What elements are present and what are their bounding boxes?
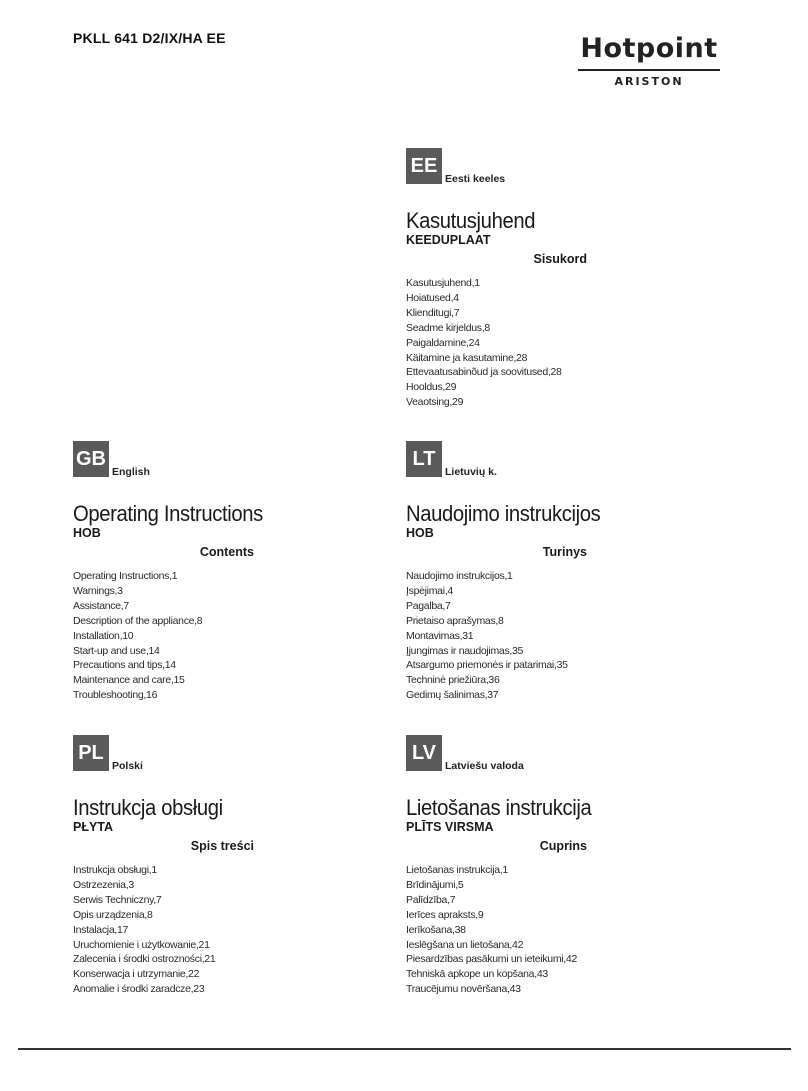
toc-item[interactable]: Assistance,7: [73, 599, 129, 612]
table-of-contents: [73, 569, 403, 703]
toc-item[interactable]: Prietaiso aprašymas,8: [406, 614, 504, 627]
toc-item[interactable]: Serwis Techniczny,7: [73, 893, 162, 906]
toc-item[interactable]: Traucējumu novēršana,43: [406, 983, 521, 996]
contents-heading: Spis treści: [190, 839, 254, 853]
toc-item[interactable]: Veaotsing,29: [406, 396, 464, 409]
appliance-type: PLĪTS VIRSMA: [406, 820, 494, 834]
toc-item[interactable]: Seadme kirjeldus,8: [406, 321, 490, 334]
toc-item[interactable]: Description of the appliance,8: [73, 614, 203, 627]
section-lt: [406, 441, 736, 703]
toc-item[interactable]: Piesardzības pasākumi un ieteikumi,42: [406, 953, 577, 966]
toc-item[interactable]: Precautions and tips,14: [73, 659, 176, 672]
toc-item[interactable]: Start-up and use,14: [73, 644, 160, 657]
toc-item[interactable]: Brīdinājumi,5: [406, 878, 464, 891]
toc-item[interactable]: Konserwacja i utrzymanie,22: [73, 968, 200, 981]
language-name: Lietuvių k.: [445, 466, 497, 478]
toc-item[interactable]: Opis urządzenia,8: [73, 908, 153, 921]
toc-item[interactable]: Įjungimas ir naudojimas,35: [406, 644, 524, 657]
language-name: English: [112, 466, 150, 478]
toc-item[interactable]: Paigaldamine,24: [406, 336, 480, 349]
toc-item[interactable]: Įspėjimai,4: [406, 584, 453, 597]
manual-title: Operating Instructions: [73, 501, 263, 526]
toc-item[interactable]: Uruchomienie i użytkowanie,21: [73, 938, 210, 951]
table-of-contents: [406, 569, 736, 703]
manual-title: Lietošanas instrukcija: [406, 795, 592, 820]
toc-item[interactable]: Ieslēgšana un lietošana,42: [406, 938, 524, 951]
toc-item[interactable]: Zalecenia i środki ostrozności,21: [73, 953, 216, 966]
toc-item[interactable]: Montavimas,31: [406, 629, 474, 642]
language-code-badge: LV: [406, 735, 442, 771]
language-header: [406, 441, 736, 481]
appliance-type: KEEDUPLAAT: [406, 233, 491, 247]
section-lv: [406, 735, 736, 997]
toc-item[interactable]: Ettevaatusabinõud ja soovitused,28: [406, 366, 562, 379]
contents-heading: Cuprins: [539, 839, 587, 853]
manual-title: Naudojimo instrukcijos: [406, 501, 601, 526]
toc-item[interactable]: Käitamine ja kasutamine,28: [406, 351, 528, 364]
model-number: PKLL 641 D2/IX/HA EE: [73, 30, 226, 46]
section-ee: [406, 148, 736, 410]
toc-item[interactable]: Operating Instructions,1: [73, 570, 178, 582]
language-header: [406, 148, 736, 188]
table-of-contents: [406, 276, 736, 410]
toc-item[interactable]: Gedimų šalinimas,37: [406, 689, 499, 702]
contents-heading: Contents: [199, 545, 254, 559]
appliance-type: HOB: [406, 526, 434, 540]
logo-rule: [578, 69, 720, 71]
section-pl: [73, 735, 403, 997]
toc-item[interactable]: Instrukcja obsługi,1: [73, 864, 157, 876]
hotpoint-ariston-logo: [576, 33, 722, 91]
toc-item[interactable]: Installation,10: [73, 629, 134, 642]
language-name: Polski: [112, 760, 143, 772]
toc-item[interactable]: Instalacja,17: [73, 923, 129, 936]
section-gb: [73, 441, 403, 703]
toc-item[interactable]: Techninė priežiūra,36: [406, 674, 500, 687]
toc-item[interactable]: Hoiatused,4: [406, 291, 459, 304]
language-header: [73, 735, 403, 775]
manual-title: Instrukcja obsługi: [73, 795, 223, 820]
appliance-type: PŁYTA: [73, 820, 114, 834]
toc-item[interactable]: Palīdzība,7: [406, 893, 456, 906]
language-code-badge: PL: [73, 735, 109, 771]
toc-item[interactable]: Ierīkošana,38: [406, 923, 466, 936]
table-of-contents: [406, 863, 736, 997]
toc-item[interactable]: Pagalba,7: [406, 599, 451, 612]
logo-sub: ARISTON: [614, 75, 684, 88]
contents-heading: Turinys: [542, 545, 587, 559]
language-name: Latviešu valoda: [445, 760, 524, 772]
appliance-type: HOB: [73, 526, 101, 540]
table-of-contents: [73, 863, 403, 997]
language-name: Eesti keeles: [445, 173, 506, 185]
toc-item[interactable]: Maintenance and care,15: [73, 674, 185, 687]
toc-item[interactable]: Atsargumo priemonės ir patarimai,35: [406, 659, 568, 672]
language-header: [406, 735, 736, 775]
language-code-badge: GB: [73, 441, 109, 477]
toc-item[interactable]: Lietošanas instrukcija,1: [406, 864, 508, 876]
toc-item[interactable]: Kasutusjuhend,1: [406, 277, 480, 289]
contents-heading: Sisukord: [533, 252, 587, 266]
toc-item[interactable]: Anomalie i środki zaradcze,23: [73, 983, 205, 996]
language-header: [73, 441, 403, 481]
language-code-badge: LT: [406, 441, 442, 477]
toc-item[interactable]: Tehniskā apkope un kopšana,43: [406, 968, 548, 981]
manual-title: Kasutusjuhend: [406, 208, 536, 233]
toc-item[interactable]: Ierīces apraksts,9: [406, 908, 484, 921]
footer-rule: [18, 1048, 791, 1050]
toc-item[interactable]: Naudojimo instrukcijos,1: [406, 570, 513, 582]
language-code-badge: EE: [406, 148, 442, 184]
logo-brand: Hotpoint: [580, 33, 718, 64]
toc-item[interactable]: Ostrzezenia,3: [73, 878, 134, 891]
toc-item[interactable]: Warnings,3: [73, 584, 123, 597]
toc-item[interactable]: Troubleshooting,16: [73, 689, 158, 702]
toc-item[interactable]: Klienditugi,7: [406, 306, 460, 319]
toc-item[interactable]: Hooldus,29: [406, 381, 457, 394]
